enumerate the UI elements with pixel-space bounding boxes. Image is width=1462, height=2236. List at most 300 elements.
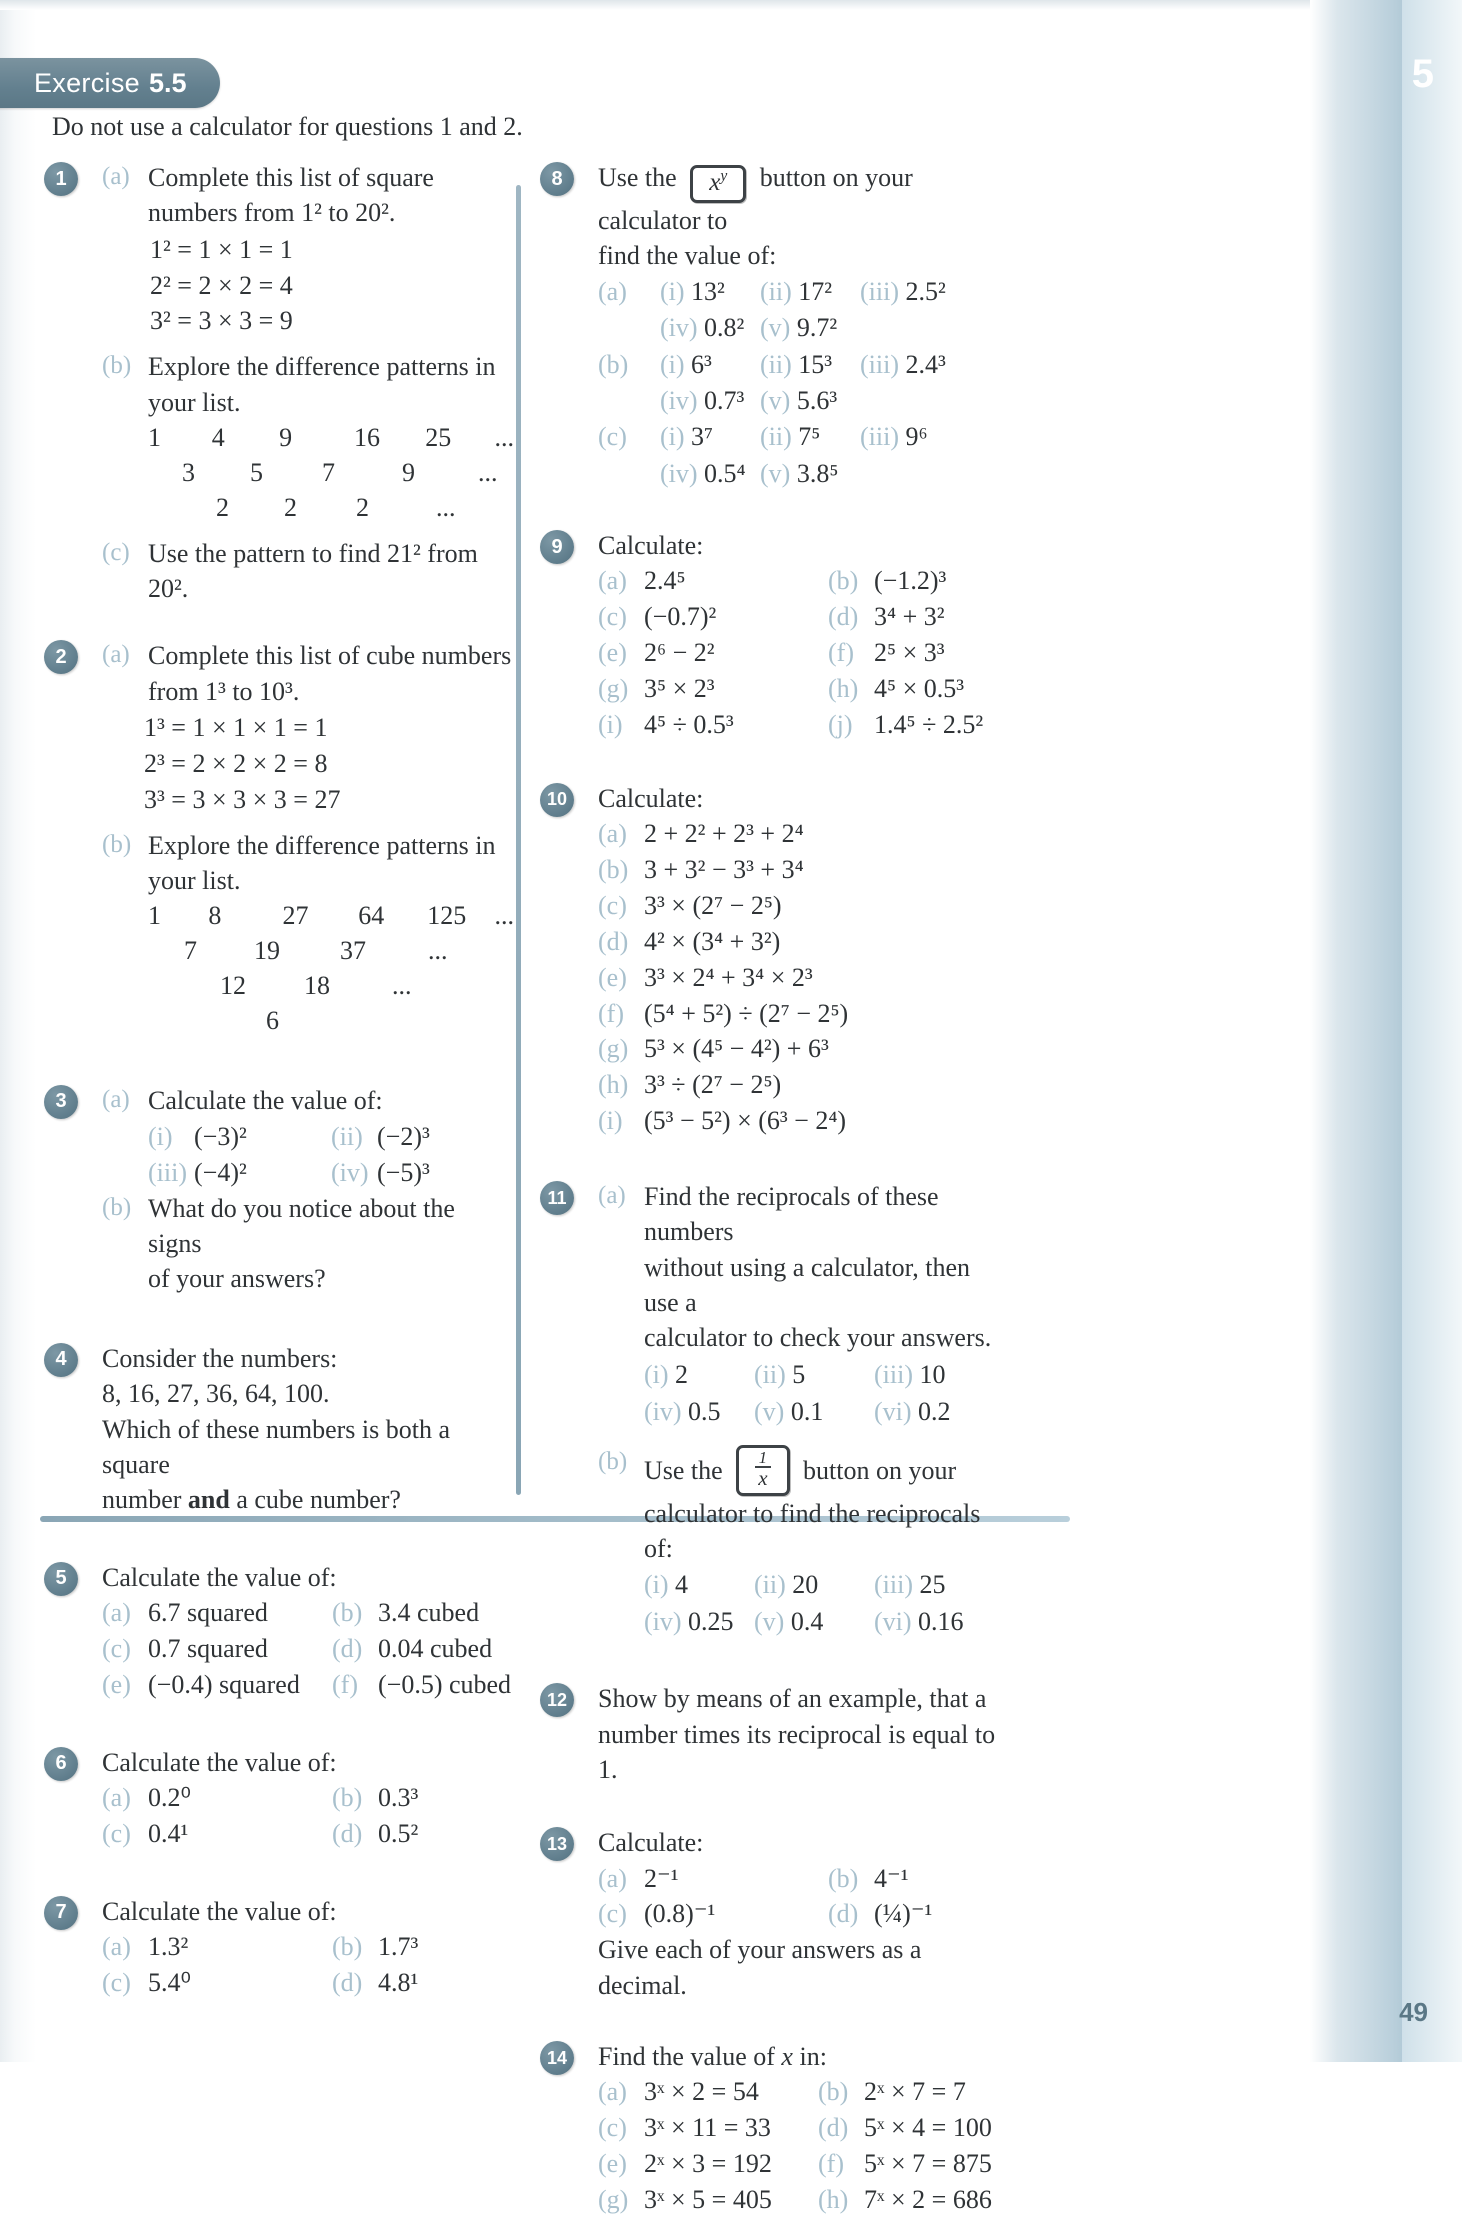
item-value: 2 + 2² + 2³ + 2⁴ (644, 819, 804, 849)
list-item (332, 1780, 514, 1816)
q14-stem-b: in: (792, 2042, 827, 2072)
page-binding-edge (0, 0, 36, 2062)
item-value: (0.8)⁻¹ (644, 1899, 716, 1929)
q2-b-line1: Explore the difference patterns in (148, 830, 496, 860)
q14-stem-a: Find the value of (598, 2042, 782, 2072)
list-item (818, 2074, 1010, 2110)
item-value: (−0.7)² (644, 602, 717, 632)
item-value: 0.2 (918, 1396, 951, 1426)
list-item (828, 563, 1010, 599)
item-value: 4 (675, 1570, 689, 1600)
left-column (44, 160, 514, 2019)
pattern-row (148, 899, 514, 934)
item-label: (g) (598, 2185, 629, 2215)
list-item (828, 635, 1010, 671)
pattern-cell: 9 (402, 457, 415, 487)
item-label: (b) (828, 566, 859, 596)
item-value: 13² (691, 276, 725, 306)
item-label: (iii) (860, 349, 899, 379)
list-item (874, 1604, 994, 1641)
exercise-word: Exercise (34, 67, 140, 98)
item-label: (v) (754, 1396, 785, 1426)
exercise-number: 5.5 (148, 67, 187, 98)
chapter-side-band-inner (1402, 0, 1462, 2062)
list-item (660, 310, 760, 346)
item-label: (c) (598, 602, 627, 632)
item-label: (iv) (644, 1396, 682, 1426)
list-item (598, 924, 1010, 960)
q4-line2: 8, 16, 27, 36, 64, 100. (102, 1379, 330, 1409)
item-value: 0.04 cubed (378, 1633, 493, 1663)
item-label: (a) (598, 1863, 627, 1893)
q11-b-items (644, 1567, 1010, 1641)
q2-a-line2: from 1³ to 10³. (148, 676, 300, 706)
item-label: (iii) (860, 422, 899, 452)
part-label-a: (a) (102, 1085, 130, 1113)
item-label: (j) (828, 709, 853, 739)
q11-b-line1 (644, 1445, 1010, 1496)
item-label: (b) (332, 1597, 363, 1627)
list-item (332, 1595, 514, 1631)
pattern-cell: 4 (211, 423, 225, 453)
item-value: 3ˣ × 2 = 54 (644, 2077, 759, 2107)
q14-items (598, 2074, 1010, 2218)
item-value: (−0.4) squared (148, 1669, 300, 1699)
group-label (598, 310, 660, 346)
item-value: 4⁵ × 0.5³ (874, 674, 965, 704)
group-label: (b) (598, 349, 629, 379)
list-item (644, 1604, 754, 1641)
item-label: (d) (828, 602, 859, 632)
item-value: 3.8⁵ (796, 458, 839, 488)
item-label: (iii) (874, 1359, 913, 1389)
q12-line1: Show by means of an example, that a (598, 1684, 987, 1714)
pattern-cell: ... (494, 423, 514, 453)
question-number-badge: 11 (540, 1181, 574, 1215)
q1-b-line2: your list. (148, 387, 241, 417)
pattern-cell: 12 (220, 970, 246, 1000)
item-label: (i) (660, 422, 685, 452)
question-number-badge: 10 (540, 783, 574, 817)
item-value: 2ˣ × 7 = 7 (864, 2077, 966, 2107)
item-value: 9⁶ (905, 422, 928, 452)
item-label: (v) (760, 313, 791, 343)
q11-b-before: Use the (644, 1455, 723, 1485)
q8-stem-before: Use the (598, 163, 677, 192)
pattern-cell: 27 (282, 901, 309, 931)
item-value: 7ˣ × 2 = 686 (864, 2185, 992, 2215)
item-label: (d) (828, 1899, 859, 1929)
pattern-cell: 16 (354, 423, 381, 453)
list-item (660, 419, 760, 455)
item-value: 5³ × (4⁵ − 4²) + 6³ (644, 1034, 829, 1064)
item-value: 5 (792, 1359, 806, 1389)
item-value: 17² (798, 276, 833, 306)
question-9 (540, 528, 1010, 743)
item-label: (c) (598, 890, 627, 920)
item-label: (c) (598, 1899, 627, 1929)
list-item (754, 1357, 874, 1394)
q1-equation: 1² = 1 × 1 = 1 (150, 234, 293, 264)
pattern-cell: 2 (284, 492, 297, 522)
item-label: (a) (102, 1597, 131, 1627)
item-value: 0.4 (790, 1607, 824, 1637)
exercise-title-pill (0, 58, 220, 108)
item-value: 10 (919, 1359, 946, 1389)
item-value: (¼)⁻¹ (874, 1899, 933, 1929)
item-value: (−5)³ (377, 1157, 430, 1187)
q6-stem: Calculate the value of: (102, 1747, 337, 1777)
pattern-row (216, 491, 514, 526)
item-value: 0.25 (688, 1607, 734, 1637)
list-item (860, 456, 970, 492)
pattern-cell: ... (428, 936, 448, 966)
list-item (102, 1929, 332, 1965)
q10-stem: Calculate: (598, 783, 704, 813)
q8-items (598, 274, 1010, 492)
page-top-shadow (0, 0, 1462, 10)
pattern-cell: 25 (425, 423, 452, 453)
item-value: 0.7³ (704, 385, 745, 415)
item-label: (a) (102, 1932, 131, 1962)
item-value: 6.7 squared (148, 1597, 268, 1627)
q8-stem (598, 160, 1010, 238)
item-value: 2.4⁵ (644, 566, 686, 596)
question-number-badge: 4 (44, 1343, 78, 1377)
question-1 (44, 160, 514, 606)
question-10 (540, 781, 1010, 1139)
q13-closing: Give each of your answers as a decimal. (598, 1935, 922, 2000)
part-label-c: (c) (102, 538, 130, 566)
item-label: (iii) (874, 1570, 913, 1600)
list-item (644, 1567, 754, 1604)
chapter-side-band (1310, 0, 1462, 2062)
item-label: (v) (760, 458, 791, 488)
pattern-cell: ... (494, 901, 514, 931)
item-label: (f) (818, 2149, 844, 2179)
item-value: 0.16 (918, 1607, 964, 1637)
q3-b-line1: What do you notice about the signs (148, 1193, 455, 1259)
item-label: (c) (598, 2113, 627, 2143)
list-item (644, 1357, 754, 1394)
q11-b-after: button on your (803, 1455, 957, 1485)
q10-items (598, 816, 1010, 1139)
item-value: 2⁵ × 3³ (874, 638, 945, 668)
list-item (828, 599, 1010, 635)
item-label: (a) (598, 566, 627, 596)
item-label: (iv) (660, 458, 698, 488)
item-label: (e) (598, 962, 627, 992)
q2-equation: 3³ = 3 × 3 × 3 = 27 (144, 784, 341, 814)
question-number-badge: 1 (44, 162, 78, 196)
item-value: 0.7 squared (148, 1633, 268, 1663)
item-value: 5.6³ (796, 385, 838, 415)
item-label: (h) (818, 2185, 849, 2215)
list-item (818, 2146, 1010, 2182)
q1-equation-list (150, 232, 514, 340)
list-item (598, 852, 1010, 888)
item-value: (5³ − 5²) × (6³ − 2⁴) (644, 1106, 847, 1136)
pattern-cell: 1 (148, 423, 161, 453)
item-label: (ii) (760, 349, 792, 379)
item-value: 3³ ÷ (2⁷ − 2⁵) (644, 1070, 782, 1100)
list-item (598, 996, 1010, 1032)
item-label: (v) (754, 1607, 785, 1637)
item-label: (ii) (760, 276, 792, 306)
list-item (760, 383, 860, 419)
item-label: (ii) (760, 422, 792, 452)
pattern-cell: 64 (358, 901, 385, 931)
q2-b-line2: your list. (148, 865, 241, 895)
q7-items (102, 1929, 514, 2001)
item-label: (iii) (860, 276, 899, 306)
question-8 (540, 160, 1010, 492)
question-11 (540, 1179, 1010, 1641)
group-label (598, 456, 660, 492)
item-label: (c) (102, 1967, 131, 1997)
list-item (102, 1595, 332, 1631)
pattern-row (148, 421, 514, 456)
item-label: (f) (598, 998, 624, 1028)
item-value: 3.4 cubed (378, 1597, 480, 1627)
list-item (754, 1394, 874, 1431)
pattern-cell: ... (436, 492, 456, 522)
list-item (102, 1816, 332, 1852)
list-item (760, 347, 860, 383)
pattern-row (182, 456, 514, 491)
q14-stem (598, 2039, 1010, 2074)
item-value: 2.4³ (905, 349, 946, 379)
item-label: (d) (598, 926, 629, 956)
list-item (332, 1816, 514, 1852)
item-value: 0.2⁰ (148, 1782, 191, 1812)
part-label-b: (b) (102, 830, 132, 858)
q4-line1: Consider the numbers: (102, 1343, 338, 1373)
q9-stem: Calculate: (598, 531, 704, 561)
part-label-a: (a) (598, 1182, 626, 1210)
list-item (598, 2110, 818, 2146)
item-value: 3⁴ + 3² (874, 602, 945, 632)
question-number-badge: 7 (44, 1896, 78, 1930)
item-label: (d) (332, 1967, 363, 1997)
q4-emphasis-and: and (187, 1485, 230, 1515)
question-number-badge: 3 (44, 1085, 78, 1119)
q3-items (148, 1119, 514, 1191)
pattern-cell: 19 (254, 936, 280, 966)
q4-line4 (102, 1482, 514, 1517)
item-value: 4.8¹ (378, 1967, 419, 1997)
item-label: (ii) (754, 1359, 786, 1389)
item-value: 5ˣ × 7 = 875 (864, 2149, 992, 2179)
q1-a-line2: numbers from 1² to 20². (148, 198, 396, 228)
item-value: 3³ × 2⁴ + 3⁴ × 2³ (644, 962, 813, 992)
q9-items (598, 563, 1010, 742)
item-value: 3⁵ × 2³ (644, 674, 715, 704)
item-label: (i) (148, 1122, 173, 1151)
q2-equation: 1³ = 1 × 1 × 1 = 1 (144, 712, 328, 742)
item-label: (i) (644, 1359, 669, 1389)
question-12 (540, 1681, 1010, 1787)
q5-stem: Calculate the value of: (102, 1562, 337, 1592)
item-value: 5.4⁰ (148, 1967, 191, 1997)
list-item (818, 2182, 1010, 2218)
list-item (332, 1631, 514, 1667)
item-label: (h) (828, 674, 859, 704)
list-item (860, 310, 970, 346)
question-13 (540, 1825, 1010, 2003)
item-value: 25 (919, 1570, 946, 1600)
question-number-badge: 13 (540, 1827, 574, 1861)
pattern-cell: ... (478, 457, 498, 487)
item-value: (−0.5) cubed (378, 1669, 512, 1699)
pattern-row (184, 934, 514, 969)
list-item (598, 1861, 828, 1897)
list-item (598, 707, 828, 743)
list-item (332, 1667, 514, 1703)
item-value: 5ˣ × 4 = 100 (864, 2113, 992, 2143)
item-value: 0.8² (704, 313, 745, 343)
list-item (598, 2074, 818, 2110)
item-label: (b) (598, 855, 629, 885)
q11-b-line2: calculator to find the reciprocals of: (644, 1498, 981, 1563)
list-item (760, 274, 860, 310)
item-label: (i) (598, 1106, 623, 1136)
group-label (598, 383, 660, 419)
list-item (760, 456, 860, 492)
item-value: (5⁴ + 5²) ÷ (2⁷ − 2⁵) (644, 998, 849, 1028)
item-label: (d) (332, 1818, 363, 1848)
item-label: (ii) (331, 1122, 363, 1151)
item-label: (b) (332, 1932, 363, 1962)
item-label: (i) (660, 349, 685, 379)
list-item (760, 419, 860, 455)
q8-stem-line2: find the value of: (598, 241, 777, 271)
q4-line4-before: number (102, 1485, 188, 1515)
item-value: 0.3³ (378, 1782, 419, 1812)
list-item (760, 310, 860, 346)
item-label: (b) (332, 1782, 363, 1812)
list-item (828, 671, 1010, 707)
list-item (332, 1965, 514, 2001)
list-item (148, 1119, 331, 1155)
question-14 (540, 2039, 1010, 2218)
question-number-badge: 14 (540, 2041, 574, 2075)
group-label: (c) (598, 422, 627, 452)
item-label: (i) (660, 276, 685, 306)
pattern-cell: 9 (279, 423, 293, 453)
q11-a-items (644, 1357, 1010, 1431)
list-item (598, 1031, 1010, 1067)
item-value: 2.5² (905, 276, 946, 306)
item-label: (e) (598, 2149, 627, 2179)
pattern-row (266, 1004, 514, 1039)
list-item (860, 274, 970, 310)
item-label: (a) (598, 2077, 627, 2107)
x-to-the-y-calculator-key: $x^y$ (690, 165, 746, 203)
item-value: 6³ (691, 349, 712, 379)
list-item (860, 419, 970, 455)
item-value: 2 (675, 1359, 689, 1389)
pattern-cell: 18 (304, 970, 330, 1000)
question-number-badge: 12 (540, 1683, 574, 1717)
item-value: 3ˣ × 11 = 33 (644, 2113, 771, 2143)
intro-instruction: Do not use a calculator for questions 1 and 2. (52, 112, 523, 141)
list-item (598, 960, 1010, 996)
list-item (860, 383, 970, 419)
list-item (860, 347, 970, 383)
list-item (598, 599, 828, 635)
list-item (660, 274, 760, 310)
list-item (598, 671, 828, 707)
item-label: (e) (102, 1669, 131, 1699)
item-value: 3⁷ (691, 422, 714, 452)
item-label: (i) (598, 709, 623, 739)
pattern-cell: 8 (208, 901, 222, 931)
q1-equation: 3² = 3 × 3 = 9 (150, 306, 293, 336)
list-item (332, 1929, 514, 1965)
item-value: 1.4⁵ ÷ 2.5² (874, 709, 984, 739)
item-value: 4⁻¹ (874, 1863, 909, 1893)
pattern-cell: 125 (427, 901, 467, 931)
item-label: (d) (332, 1633, 363, 1663)
part-label-a: (a) (102, 641, 130, 669)
item-value: 20 (792, 1570, 819, 1600)
question-number-badge: 5 (44, 1562, 78, 1596)
item-value: 1.3² (148, 1932, 189, 1962)
item-label: (g) (598, 674, 629, 704)
list-item (828, 1861, 1010, 1897)
pattern-cell: 7 (322, 457, 335, 487)
list-item (598, 816, 1010, 852)
q14-variable: x (781, 2042, 793, 2072)
item-label: (d) (818, 2113, 849, 2143)
q1-c-text: Use the pattern to find 21² from 20². (148, 538, 478, 603)
question-number-badge: 8 (540, 162, 574, 196)
q2-equation: 2³ = 2 × 2 × 2 = 8 (144, 748, 328, 778)
q6-items (102, 1780, 514, 1852)
question-3 (44, 1083, 514, 1297)
item-value: 2⁻¹ (644, 1863, 679, 1893)
question-number-badge: 2 (44, 640, 78, 674)
question-7 (44, 1894, 514, 2001)
list-item (598, 2146, 818, 2182)
q11-a-line2: without using a calculator, then use a (644, 1252, 971, 1318)
item-label: (ii) (754, 1570, 786, 1600)
list-item (644, 1394, 754, 1431)
item-label: (c) (102, 1633, 131, 1663)
question-number-badge: 6 (44, 1747, 78, 1781)
q2-equation-list (144, 710, 514, 818)
list-item (148, 1155, 331, 1191)
q11-a-line3: calculator to check your answers. (644, 1323, 992, 1353)
item-value: 15³ (798, 349, 833, 379)
list-item (598, 888, 1010, 924)
item-value: 0.5⁴ (704, 458, 746, 488)
item-value: 4⁵ ÷ 0.5³ (644, 709, 734, 739)
question-6 (44, 1745, 514, 1852)
pattern-cell: 5 (250, 457, 263, 487)
item-value: 3³ × (2⁷ − 2⁵) (644, 890, 782, 920)
right-column (540, 160, 1010, 2236)
list-item (660, 383, 760, 419)
list-item (828, 707, 1010, 743)
part-label-b: (b) (102, 352, 132, 380)
item-value: 2ˣ × 3 = 192 (644, 2149, 772, 2179)
q3-a-text: Calculate the value of: (148, 1085, 383, 1115)
list-item (754, 1604, 874, 1641)
item-label: (vi) (874, 1607, 912, 1637)
list-item (331, 1155, 514, 1191)
